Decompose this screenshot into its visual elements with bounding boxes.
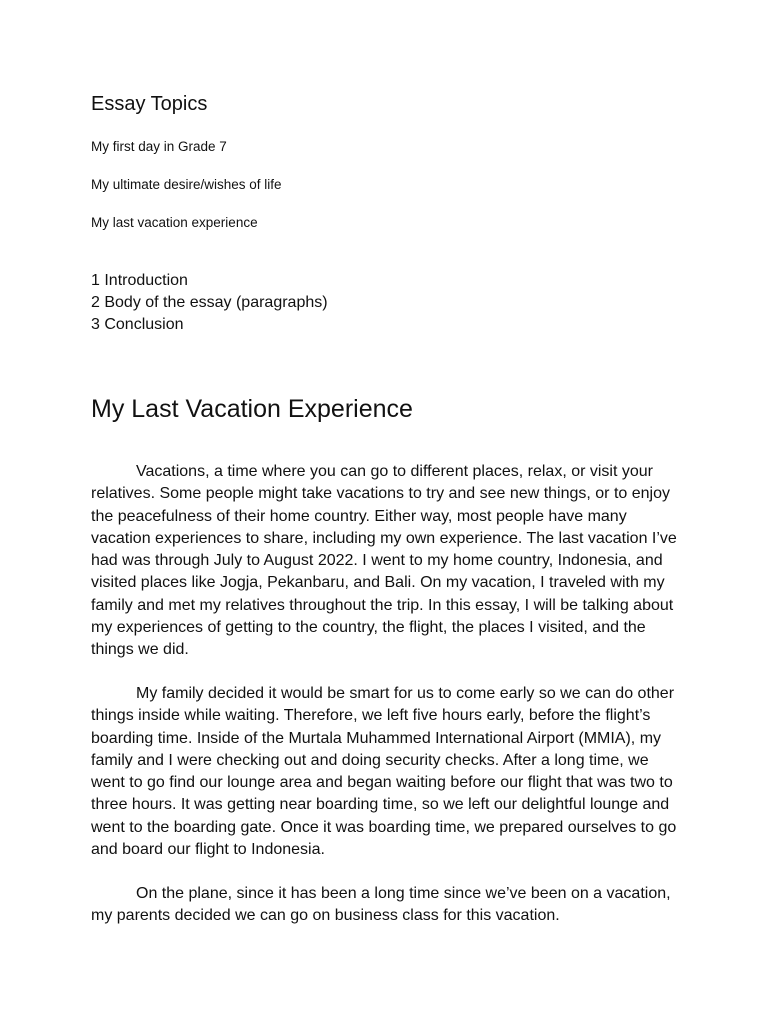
essay-paragraph [91, 461, 681, 661]
topic-item: My last vacation experience [91, 215, 258, 230]
structure-item: 2 Body of the essay (paragraphs) [91, 294, 328, 311]
essay-paragraph [91, 683, 681, 861]
structure-item: 3 Conclusion [91, 316, 184, 333]
paragraph-text: Vacations, a time where you can go to different places, relax, or visit your relatives. Some people might take vacations to try and see new things, or to enjoy the peacefulness of their home country. Either way, most people have many vacation experiences to share, including my own experience. The last vacation I’ve had was through July to August 2022. I went to my home country, Indonesia, and visited places like Jogja, Pekanbaru, and Bali. On my vacation, I traveled with my family and met my relatives throughout the trip. In this essay, I will be talking about my experiences of getting to the country, the flight, the places I visited, and the things we did. [91, 463, 677, 658]
essay-title: My Last Vacation Experience [91, 395, 413, 423]
essay-topics-heading: Essay Topics [91, 93, 208, 115]
topic-item: My ultimate desire/wishes of life [91, 177, 282, 192]
paragraph-text: My family decided it would be smart for us to come early so we can do other things inside while waiting. Therefore, we left five hours early, before the flight’s boarding time. Inside of the Murtala Muhammed International Airport (MMIA), my family and I were checking out and doing security checks. After a long time, we went to go find our lounge area and began waiting before our flight that was two to three hours. It was getting near boarding time, so we left our delightful lounge and went to the boarding gate. Once it was boarding time, we prepared ourselves to go and board our flight to Indonesia. [91, 685, 677, 858]
structure-item: 1 Introduction [91, 272, 188, 289]
topic-item: My first day in Grade 7 [91, 139, 227, 154]
paragraph-text: On the plane, since it has been a long time since we’ve been on a vacation, my parents decided we can go on business class for this vacation. [91, 885, 671, 925]
essay-structure-list [91, 270, 328, 336]
essay-paragraph [91, 883, 681, 928]
